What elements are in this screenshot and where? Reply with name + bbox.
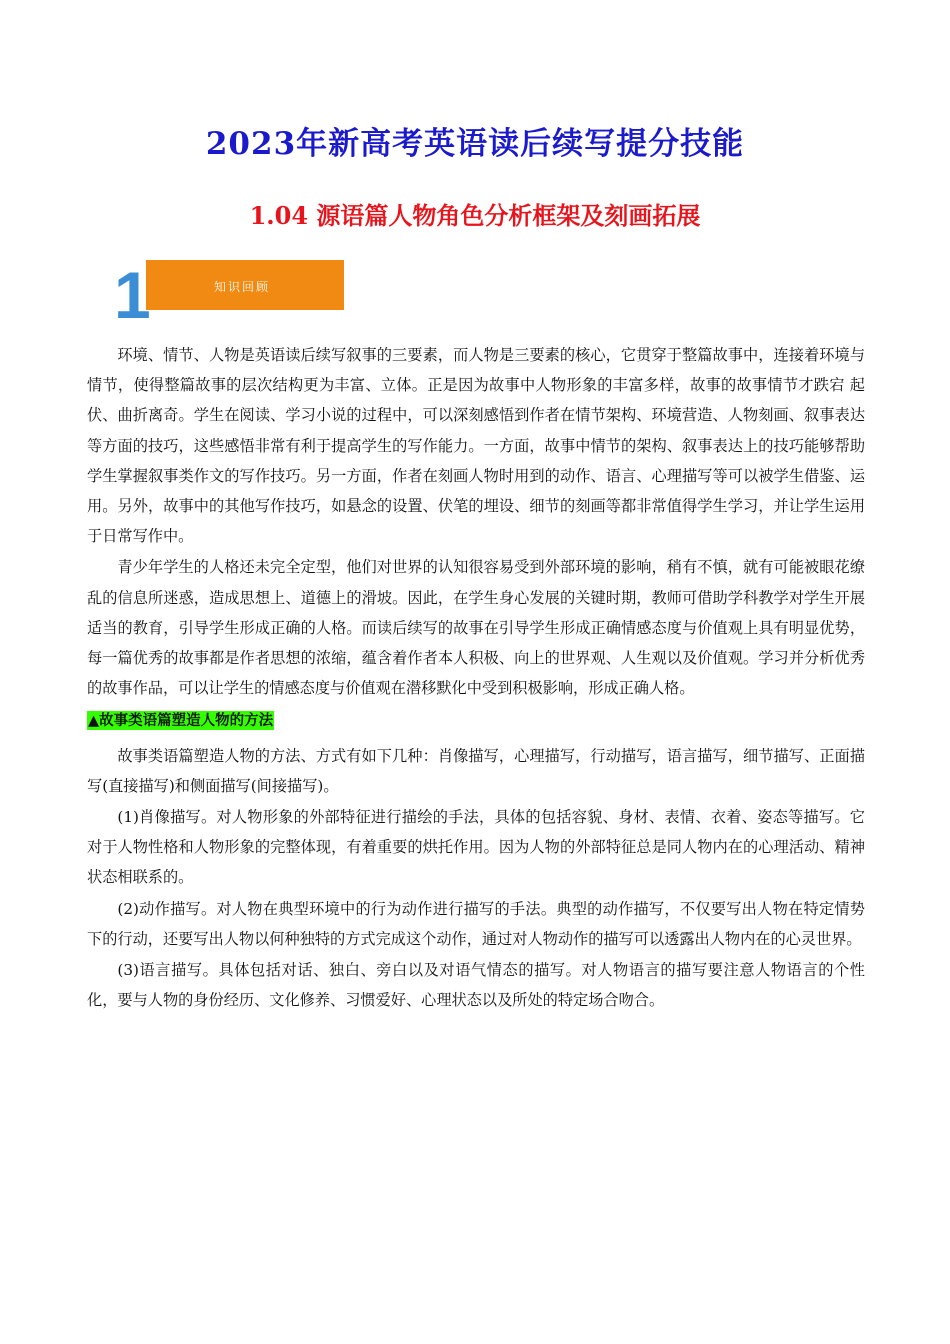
- paragraph: 故事类语篇塑造人物的方法、方式有如下几种：肖像描写，心理描写，行动描写，语言描写，细节描写、正面描写(直接描写)和侧面描写(间接描写)。: [87, 746, 865, 795]
- document-subtitle: 1.04 源语篇人物角色分析框架及刻画拓展: [249, 201, 701, 230]
- section-heading-wrap: [87, 705, 865, 736]
- document-body: [87, 340, 865, 1016]
- section-heading: ▲故事类语篇塑造人物的方法: [88, 712, 274, 730]
- paragraph: (1)肖像描写。对人物形象的外部特征进行描绘的手法，具体的包括容貌、身材、表情、衣着、姿态等描写。它对于人物性格和人物形象的完整体现，有着重要的烘托作用。因为人物的外部特征总是同人物内在的心理活动、精神状态相联系的。: [87, 808, 865, 887]
- paragraph: 环境、情节、人物是英语读后续写叙事的三要素，而人物是三要素的核心，它贯穿于整篇故事中，连接着环境与情节，使得整篇故事的层次结构更为丰富、立体。正是因为故事中人物形象的丰富多样，故事的故事情节才跌宕 起伏、曲折离奇。学生在阅读、学习小说的过程中，可以深刻感悟到作者在情节架构、环境营造、人物刻画、叙事表达等方面的技巧，这些感悟非常有利于提高学生的写作能力。一方面，故事中情节的架构、叙事表达上的技巧能够帮助学生掌握叙事类作文的写作技巧。另一方面，作者在刻画人物时用到的动作、语言、心理描写等可以被学生借鉴、运用。另外，故事中的其他写作技巧，如悬念的设置、伏笔的埋设、细节的刻画等都非常值得学生学习，并让学生运用于日常写作中。: [87, 346, 865, 546]
- document-title: 2023年新高考英语读后续写提分技能: [205, 126, 745, 162]
- paragraph: (2)动作描写。对人物在典型环境中的行为动作进行描写的手法。典型的动作描写，不仅要写出人物在特定情势下的行动，还要写出人物以何种独特的方式完成这个动作，通过对人物动作的描写可以透露出人物内在的心灵世界。: [87, 899, 865, 948]
- section-number: 1: [114, 258, 151, 332]
- section-label: 知识回顾: [214, 280, 271, 294]
- paragraph: (3)语言描写。具体包括对话、独白、旁白以及对语气情态的描写。对人物语言的描写要注意人物语言的个性化，要与人物的身份经历、文化修养、习惯爱好、心理状态以及所处的特定场合吻合。: [87, 961, 865, 1010]
- paragraph: 青少年学生的人格还未完全定型，他们对世界的认知很容易受到外部环境的影响，稍有不慎，就有可能被眼花缭乱的信息所迷惑，造成思想上、道德上的滑坡。因此，在学生身心发展的关键时期，教师可借助学科教学对学生开展适当的教育，引导学生形成正确的人格。而读后续写的故事在引导学生形成正确情感态度与价值观上具有明显优势，每一篇优秀的故事都是作者思想的浓缩，蕴含着作者本人积极、向上的世界观、人生观以及价值观。学习并分析优秀的故事作品，可以让学生的情感态度与价值观在潜移默化中受到积极影响，形成正确人格。: [87, 558, 865, 698]
